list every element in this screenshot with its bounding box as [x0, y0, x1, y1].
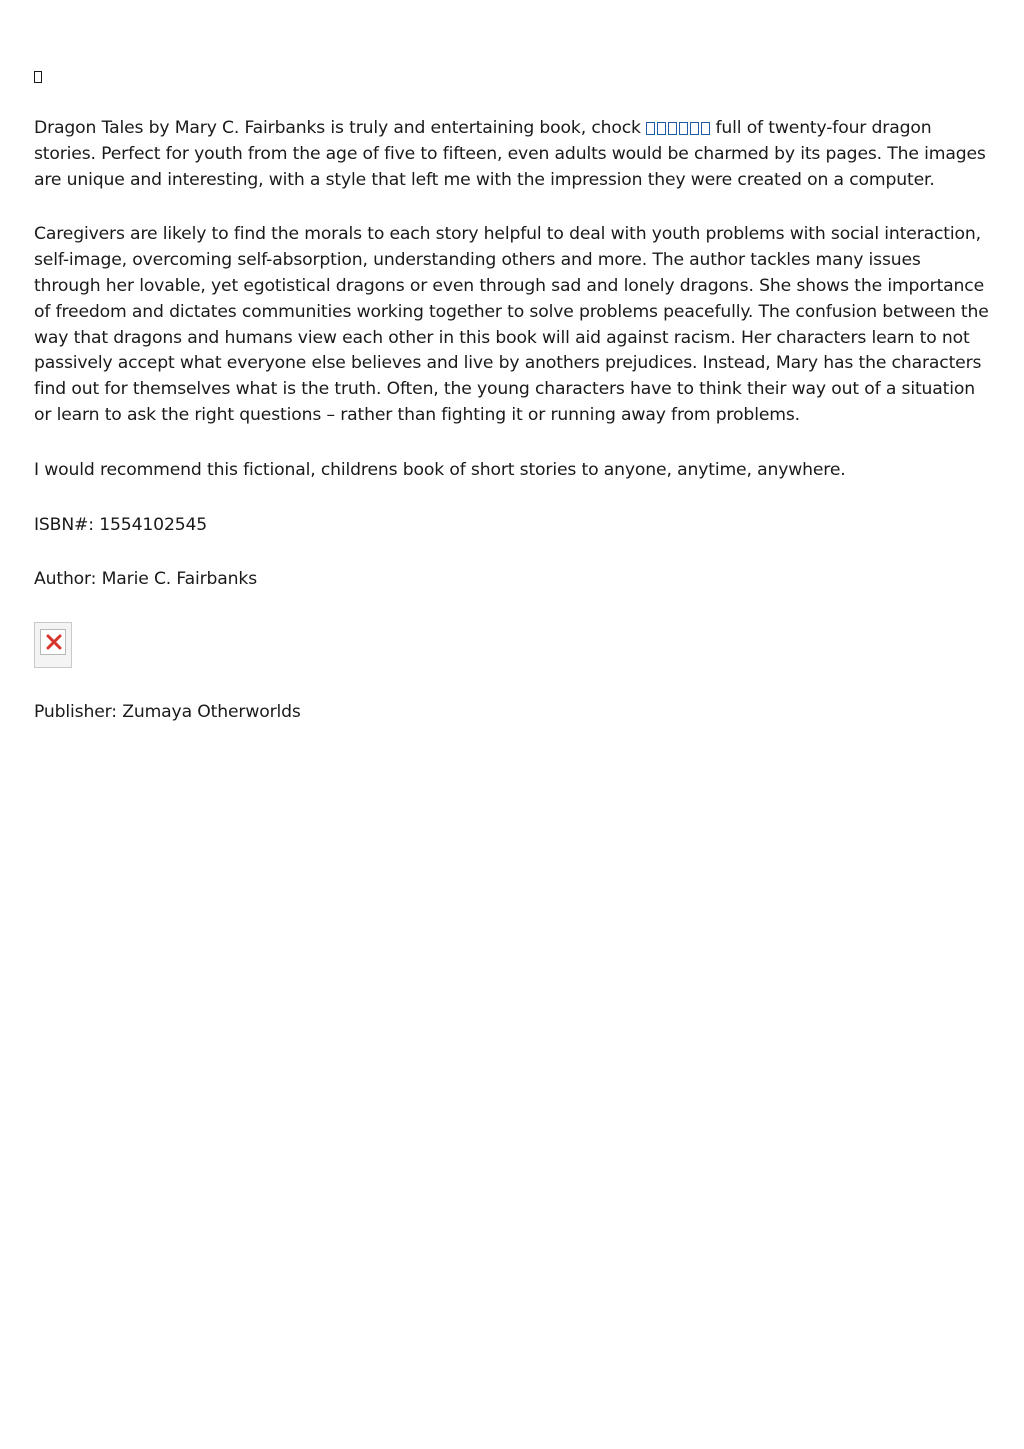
- intro-text-after-link: full of twenty-four dragon stories. Perfect for youth from the age of five to fifteen, even adults would be charmed by its pages. The images are unique and interesting, with a style that left me with the impression they were created on a computer.: [34, 118, 986, 190]
- morals-paragraph: Caregivers are likely to find the morals to each story helpful to deal with youth problems with social interaction, self-image, overcoming self-absorption, understanding others and more. The author tackles many issues through her lovable, yet egotistical dragons or even through sad and lonely dragons. She shows the importance of freedom and dictates communities working together to solve problems peacefully. The confusion between the way that dragons and humans view each other in this book will aid against racism. Her characters learn to not passively accept what everyone else believes and live by anothers prejudices. Instead, Mary has the characters find out for themselves what is the truth. Often, the young characters have to think their way out of a situation or learn to ask the right questions – rather than fighting it or running away from problems.: [34, 224, 989, 425]
- author-line: Author: Marie C. Fairbanks: [34, 569, 258, 590]
- publisher-line: Publisher: Zumaya Otherworlds: [34, 702, 301, 723]
- isbn-line: ISBN#: 1554102545: [34, 514, 208, 535]
- missing-glyph-line: [34, 64, 990, 90]
- missing-glyph-icon: [34, 71, 42, 83]
- intro-text-before-link: Dragon Tales by Mary C. Fairbanks is truly and entertaining book, chock: [34, 118, 647, 138]
- recommendation-paragraph: I would recommend this fictional, childrens book of short stories to anyone, anytime, anywhere.: [34, 459, 846, 480]
- broken-image-icon: [34, 622, 72, 668]
- intro-paragraph: [34, 116, 990, 193]
- missing-glyph-link-text: [646, 122, 710, 135]
- document-body: [34, 64, 990, 755]
- broken-image-x-icon: [40, 628, 68, 656]
- inline-link[interactable]: [646, 118, 710, 138]
